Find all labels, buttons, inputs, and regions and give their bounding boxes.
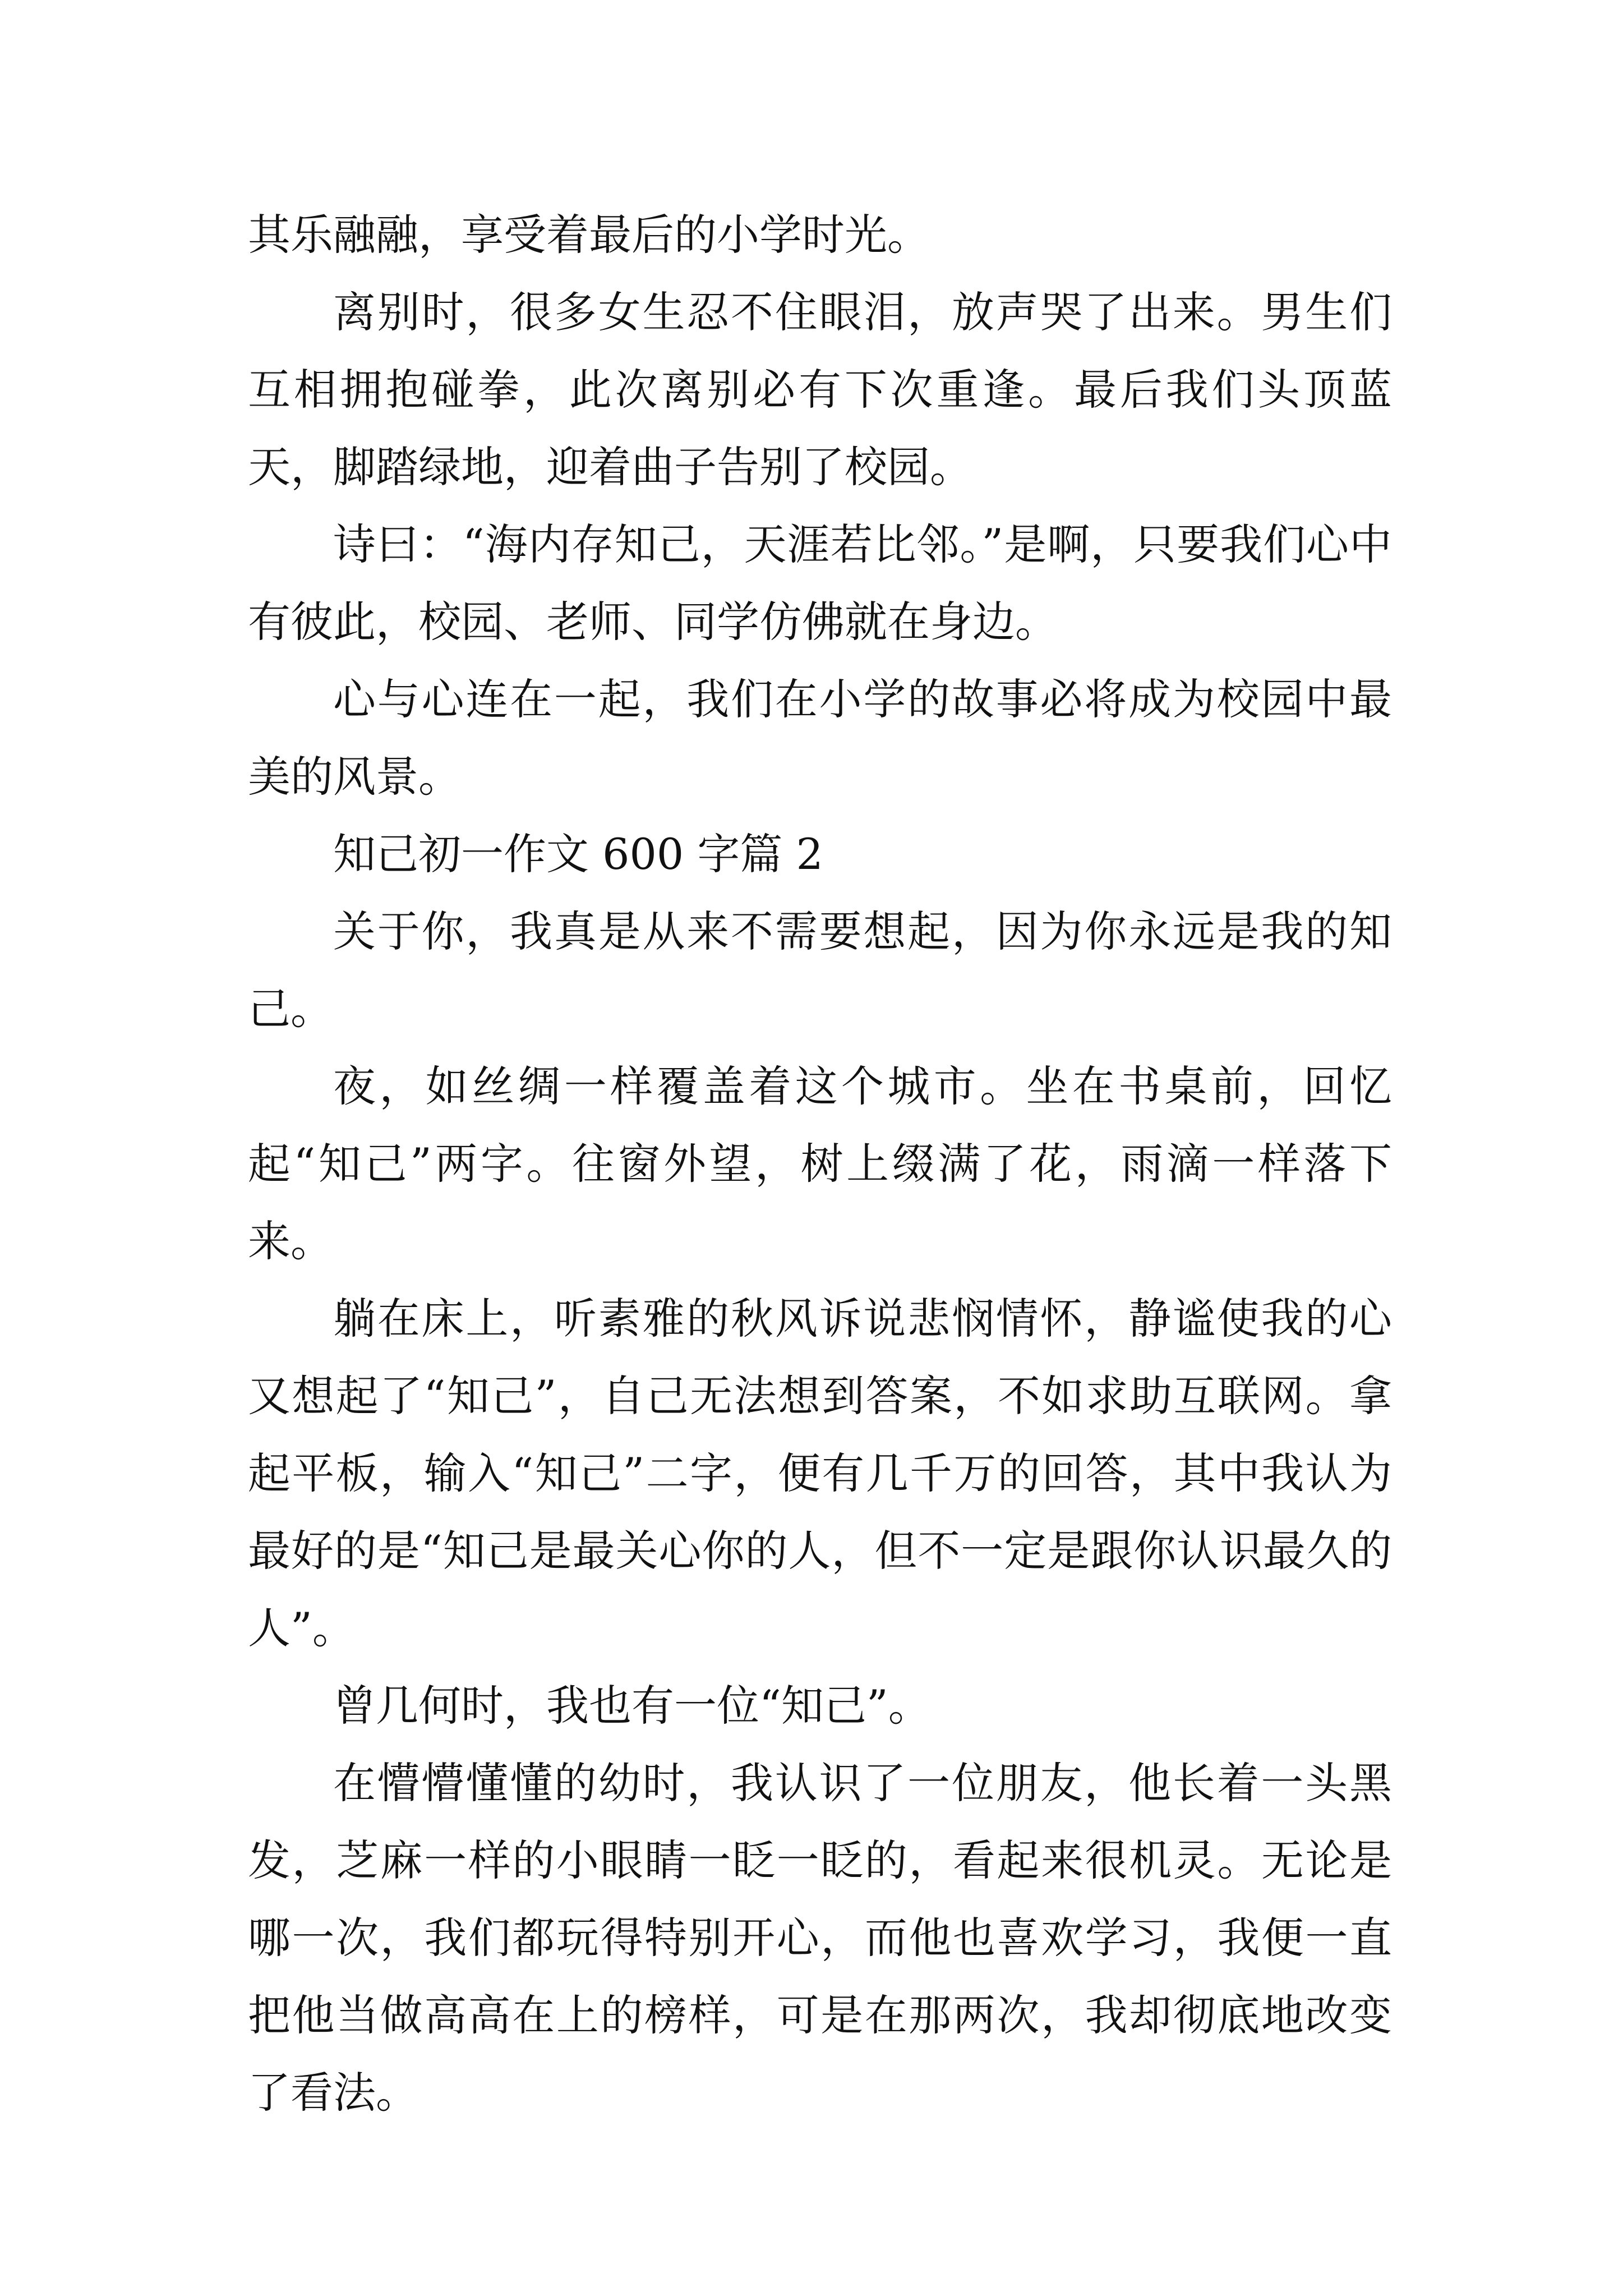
paragraph: 曾几何时，我也有一位“知己”。 [333,1681,931,1731]
paragraph: 在懵懵懂懂的幼时，我认识了一位朋友，他长着一头黑发，芝麻一样的小眼睛一眨一眨的，看起来很机灵。无论是哪一次，我们都玩得特别开心，而他也喜欢学习，我便一直把他当做高高在上的榜样，可是在那两次，我却彻底地改变了看法。 [248,1758,1392,2118]
paragraph: 离别时，很多女生忍不住眼泪，放声哭了出来。男生们互相拥抱碰拳，此次离别必有下次重逢。最后我们头顶蓝天，脚踏绿地，迎着曲子告别了校园。 [248,287,1392,492]
section-heading: 知己初一作文 600 字篇 2 [333,829,823,879]
paragraph: 躺在床上，听素雅的秋风诉说悲悯情怀，静谧使我的心又想起了“知己”，自己无法想到答案，不如求助互联网。拿起平板，输入“知己”二字，便有几千万的回答，其中我认为最好的是“知己是最关心你的人，但不一定是跟你认识最久的人”。 [248,1294,1392,1653]
paragraph: 其乐融融，享受着最后的小学时光。 [248,210,930,260]
paragraph: 诗曰：“海内存知己，天涯若比邻。”是啊，只要我们心中有彼此，校园、老师、同学仿佛就在身边。 [248,519,1392,647]
paragraph: 关于你，我真是从来不需要想起，因为你永远是我的知己。 [248,907,1392,1034]
paragraph: 夜，如丝绸一样覆盖着这个城市。坐在书桌前，回忆起“知己”两字。往窗外望，树上缀满了花，雨滴一样落下来。 [248,1061,1392,1266]
essay-body [248,196,1392,2132]
paragraph: 心与心连在一起，我们在小学的故事必将成为校园中最美的风景。 [248,674,1392,802]
